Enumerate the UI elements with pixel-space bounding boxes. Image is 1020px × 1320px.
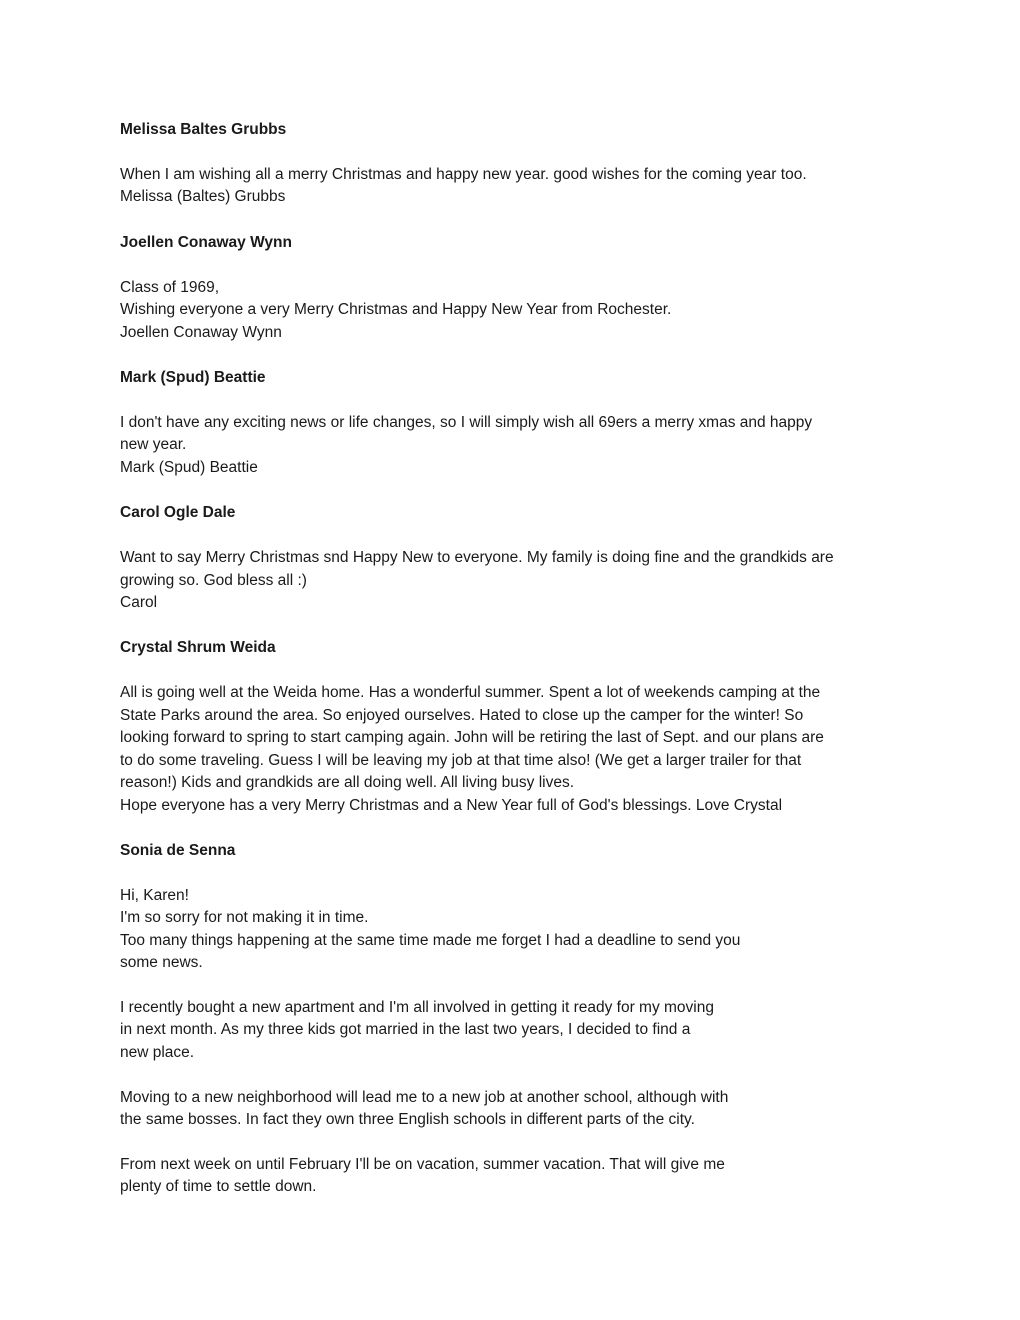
entry-author-name: Melissa Baltes Grubbs <box>120 121 287 138</box>
document-page <box>120 119 910 1222</box>
message-line: reason!) Kids and grandkids are all doing well. All living busy lives. <box>120 774 575 792</box>
message-line: Class of 1969, <box>120 278 220 296</box>
message-line: State Parks around the area. So enjoyed ourselves. Hated to close up the camper for the winter! So <box>120 706 804 724</box>
message-line: All is going well at the Weida home. Has a wonderful summer. Spent a lot of weekends camping at the <box>120 684 821 702</box>
paragraph-gap <box>120 1064 910 1086</box>
message-line: Carol <box>120 594 158 612</box>
message-line: Joellen Conaway Wynn <box>120 323 282 341</box>
entry-author-name: Carol Ogle Dale <box>120 504 236 522</box>
message-line: new place. <box>120 1043 195 1061</box>
message-line: to do some traveling. Guess I will be leaving my job at that time also! (We get a larger trailer for that <box>120 751 802 769</box>
letter-entry <box>120 232 910 344</box>
message-line: some news. <box>120 954 203 972</box>
message-line: Melissa (Baltes) Grubbs <box>120 188 286 206</box>
message-line: Hi, Karen! <box>120 886 189 904</box>
message-line: I don't have any exciting news or life changes, so I will simply wish all 69ers a merry xmas and happy <box>120 414 813 432</box>
entry-author-name: Crystal Shrum Weida <box>120 639 276 657</box>
entry-author-name: Sonia de Senna <box>120 841 236 859</box>
message-line: Wishing everyone a very Merry Christmas and Happy New Year from Rochester. <box>120 301 672 319</box>
message-line: Too many things happening at the same time made me forget I had a deadline to send you <box>120 931 741 949</box>
message-line: growing so. God bless all :) <box>120 571 307 589</box>
letter-entry <box>120 637 910 816</box>
message-line: the same bosses. In fact they own three English schools in different parts of the city. <box>120 1110 695 1128</box>
letter-entry <box>120 840 910 1199</box>
message-line: When I am wishing all a merry Christmas and happy new year. good wishes for the coming year too. <box>120 166 807 183</box>
message-line: From next week on until February I'll be on vacation, summer vacation. That will give me <box>120 1155 725 1173</box>
message-line: Hope everyone has a very Merry Christmas and a New Year full of God's blessings. Love Crystal <box>120 796 783 814</box>
message-line: I'm so sorry for not making it in time. <box>120 909 369 927</box>
entry-author-name: Joellen Conaway Wynn <box>120 233 292 251</box>
message-line: in next month. As my three kids got married in the last two years, I decided to find a <box>120 1021 691 1039</box>
message-line: plenty of time to settle down. <box>120 1178 317 1196</box>
message-line: Mark (Spud) Beattie <box>120 458 258 476</box>
paragraph-gap <box>120 975 910 997</box>
entry-author-name: Mark (Spud) Beattie <box>120 369 266 387</box>
paragraph-gap <box>120 1131 910 1153</box>
letter-entry <box>120 119 910 209</box>
message-line: new year. <box>120 436 187 454</box>
message-line: Moving to a new neighborhood will lead me to a new job at another school, although with <box>120 1088 729 1106</box>
message-line: I recently bought a new apartment and I'm all involved in getting it ready for my moving <box>120 998 714 1016</box>
letter-entry <box>120 502 910 614</box>
message-line: looking forward to spring to start camping again. John will be retiring the last of Sept. and our plans are <box>120 729 824 747</box>
letter-entry <box>120 367 910 479</box>
message-line: Want to say Merry Christmas snd Happy New to everyone. My family is doing fine and the grandkids are <box>120 549 834 567</box>
